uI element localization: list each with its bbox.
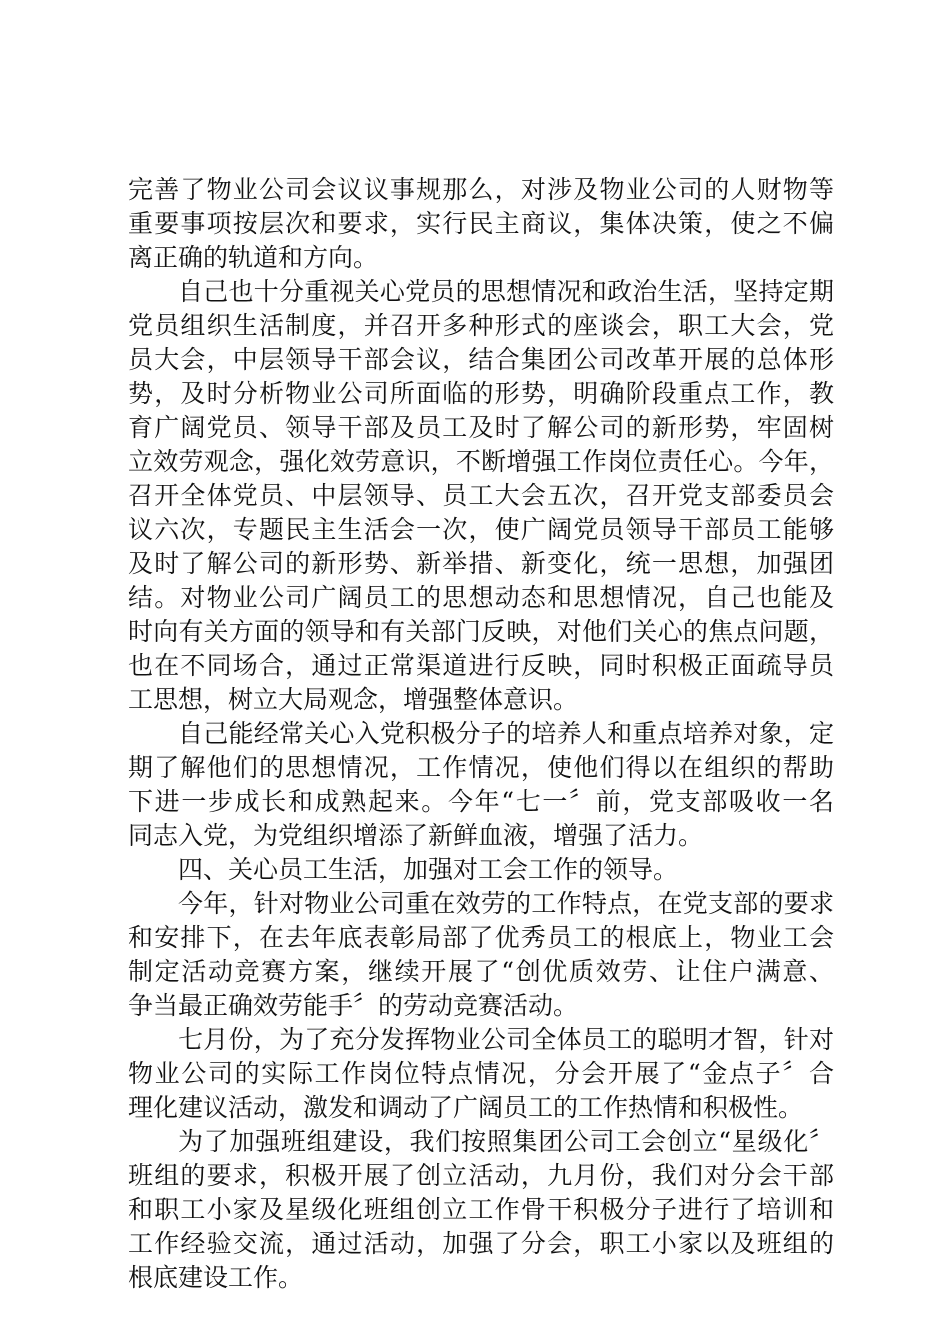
text-line: 班组的要求，积极开展了创立活动，九月份，我们对分会干部	[128, 1161, 834, 1190]
text-line: 结。对物业公司广阔员工的思想动态和思想情况，自己也能及	[128, 583, 834, 612]
text-line: 也在不同场合，通过正常渠道进行反映，同时积极正面疏导员	[128, 651, 834, 680]
text-line: 立效劳观念，强化效劳意识，不断增强工作岗位责任心。今年，	[128, 447, 834, 476]
text-line: 下进一步成长和成熟起来。今年“七一〞前，党支部吸收一名	[128, 787, 834, 816]
paragraph-first-line: 今年，针对物业公司重在效劳的工作特点，在党支部的要求	[178, 889, 834, 918]
text-line: 时向有关方面的领导和有关部门反映，对他们关心的焦点问题，	[128, 617, 834, 646]
document-body	[128, 173, 834, 1295]
text-line: 工思想，树立大局观念，增强整体意识。	[128, 685, 579, 714]
text-line: 离正确的轨道和方向。	[128, 243, 379, 272]
text-line: 和安排下，在去年底表彰局部了优秀员工的根底上，物业工会	[128, 923, 834, 952]
text-line: 根底建设工作。	[128, 1263, 304, 1292]
text-line: 制定活动竞赛方案，继续开展了“创优质效劳、让住户满意、	[128, 957, 834, 986]
paragraph-first-line: 自己能经常关心入党积极分子的培养人和重点培养对象，定	[178, 719, 834, 748]
paragraph-first-line: 为了加强班组建设，我们按照集团公司工会创立“星级化〞	[178, 1127, 834, 1156]
text-line: 及时了解公司的新形势、新举措、新变化，统一思想，加强团	[128, 549, 834, 578]
text-line: 育广阔党员、领导干部及员工及时了解公司的新形势，牢固树	[128, 413, 834, 442]
text-line: 理化建议活动，激发和调动了广阔员工的工作热情和积极性。	[128, 1093, 804, 1122]
text-line: 和职工小家及星级化班组创立工作骨干积极分子进行了培训和	[128, 1195, 834, 1224]
paragraph-first-line: 七月份，为了充分发挥物业公司全体员工的聪明才智，针对	[178, 1025, 834, 1054]
text-line: 期了解他们的思想情况，工作情况，使他们得以在组织的帮助	[128, 753, 834, 782]
text-line: 争当最正确效劳能手〞的劳动竞赛活动。	[128, 991, 579, 1020]
text-line: 议六次，专题民主生活会一次，使广阔党员领导干部员工能够	[128, 515, 834, 544]
text-line: 工作经验交流，通过活动，加强了分会，职工小家以及班组的	[128, 1229, 834, 1258]
text-line: 完善了物业公司会议议事规那么，对涉及物业公司的人财物等	[128, 175, 834, 204]
section-heading: 四、关心员工生活，加强对工会工作的领导。	[178, 855, 679, 884]
text-line: 重要事项按层次和要求，实行民主商议，集体决策，使之不偏	[128, 209, 834, 238]
paragraph-first-line: 自己也十分重视关心党员的思想情况和政治生活，坚持定期	[178, 277, 834, 306]
text-line: 势，及时分析物业公司所面临的形势，明确阶段重点工作，教	[128, 379, 834, 408]
text-line: 党员组织生活制度，并召开多种形式的座谈会，职工大会，党	[128, 311, 834, 340]
text-line: 物业公司的实际工作岗位特点情况，分会开展了“金点子〞合	[128, 1059, 834, 1088]
text-line: 同志入党，为党组织增添了新鲜血液，增强了活力。	[128, 821, 704, 850]
text-line: 员大会，中层领导干部会议，结合集团公司改革开展的总体形	[128, 345, 834, 374]
text-line: 召开全体党员、中层领导、员工大会五次，召开党支部委员会	[128, 481, 834, 510]
